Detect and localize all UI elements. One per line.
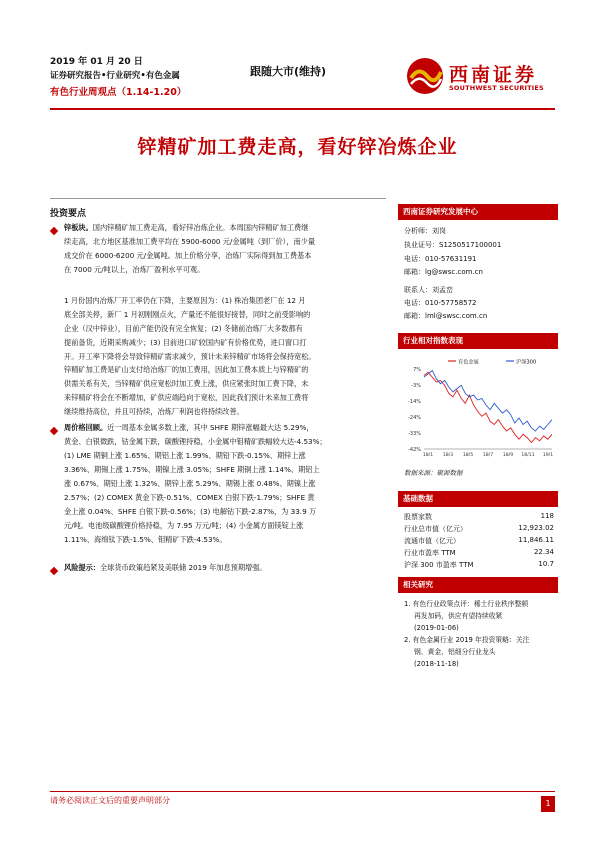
fundamentals-value: 22.34 xyxy=(533,548,554,556)
x-tick-label: 18/5 xyxy=(462,453,474,458)
p4-line: 黄金、白银微跌，钴金属下跌，碳酸锂持稳，小金属中钼精矿跌幅较大达-4.53%； xyxy=(64,437,327,446)
research-center-heading: 西南证券研究发展中心 xyxy=(398,204,558,220)
relative-index-chart xyxy=(398,355,558,465)
fundamentals-label: 沪深 300 市盈率 TTM xyxy=(404,561,474,569)
report-title: 锌精矿加工费走高，看好锌冶炼企业 xyxy=(137,136,458,158)
risk-warning-paragraph xyxy=(64,561,386,575)
contact-phone: 电话：010-57758572 xyxy=(404,299,477,307)
weekly-view-title: 有色行业周观点（1.14-1.20） xyxy=(50,87,187,98)
related-research-title: 2. 有色金属行业 2019 年投资策略：关注 xyxy=(404,636,530,644)
analyst-name: 分析师：刘岗 xyxy=(404,227,446,235)
p3-line: 来锌精矿将会在不断增加，矿供应端趋向于宽松，因此我们预计未来加工费将 xyxy=(64,393,309,402)
fundamentals-label: 股票家数 xyxy=(404,513,432,521)
related-research-date: (2018-11-18) xyxy=(414,660,459,668)
rating: 跟随大市(维持) xyxy=(250,65,327,78)
related-research-heading: 相关研究 xyxy=(398,577,558,593)
y-tick-label: -14% xyxy=(408,399,421,405)
p4-line: 涨 0.67%、期铅上涨 1.32%、期锌上涨 5.29%、期锡上涨 0.48%、期镍上涨 xyxy=(64,479,316,488)
p1-line: 国内锌精矿加工费走高，看好锌冶炼企业。本周国内锌精矿加工费继 xyxy=(92,223,309,232)
price-review-paragraph xyxy=(64,421,386,547)
fundamentals-value: 10.7 xyxy=(538,560,554,568)
footer-disclaimer: 请务必阅读正文后的重要声明部分 xyxy=(50,796,170,805)
x-tick-label: 18/11 xyxy=(521,453,535,458)
p2-line: 企业（汉中锌业），目前产能仍没有完全恢复；(2) 冬储前冶炼厂大多数都有 xyxy=(64,324,303,333)
legend-label: 沪深300 xyxy=(516,359,537,366)
report-category: 证券研究报告•行业研究•有色金属 xyxy=(50,71,180,81)
page-number: 1 xyxy=(541,796,555,812)
price-review-lead: 周价格回顾。 xyxy=(64,423,108,432)
p4-line: 2.57%；(2) COMEX 黄金下跌-0.51%、COMEX 白银下跌-1.79%；SHFE 黄 xyxy=(64,493,315,502)
fundamentals-heading: 基础数据 xyxy=(398,491,558,507)
legend-label: 有色金属 xyxy=(458,359,479,366)
p3-line: 继续维持高位，并且可持续，冶炼厂利润也将持续改善。 xyxy=(64,407,244,416)
chart-source-note: 数据来源：聚源数据 xyxy=(404,469,463,477)
x-tick-label: 18/1 xyxy=(422,453,434,458)
contact-name: 联系人：刘孟峦 xyxy=(404,286,453,294)
y-tick-label: 7% xyxy=(413,367,421,373)
p5-line: 全球货币政策趋紧及美联储 2019 年加息预期增强。 xyxy=(99,563,267,572)
p3-line: 锌精矿加工费是矿山支付给冶炼厂的加工费用，因此加工费本质上与锌精矿的 xyxy=(64,365,309,374)
p4-line: (1) LME 期铜上涨 1.65%、期铝上涨 1.99%、期铅下跌-0.15%、期锌上涨 xyxy=(64,451,306,460)
bullet-icon xyxy=(50,427,58,435)
related-research-item[interactable] xyxy=(404,598,556,634)
fundamentals-row xyxy=(404,536,554,546)
related-research-date: (2019-01-06) xyxy=(414,624,459,632)
fundamentals-label: 行业市盈率 TTM xyxy=(404,549,456,557)
y-tick-label: -33% xyxy=(408,431,421,437)
related-research-title: 钢、黄金、铝细分行业龙头 xyxy=(414,648,496,656)
x-tick-label: 18/3 xyxy=(442,453,454,458)
fundamentals-value: 118 xyxy=(540,512,554,520)
logo-mark-icon xyxy=(405,56,445,96)
operating-rate-paragraph xyxy=(64,294,386,364)
processing-fee-paragraph xyxy=(64,363,386,419)
chart-svg xyxy=(398,355,558,465)
analyst-phone: 电话：010-57631191 xyxy=(404,255,477,263)
x-tick-label: 18/9 xyxy=(502,453,514,458)
fundamentals-row xyxy=(404,512,554,522)
x-tick-label: 19/1 xyxy=(542,453,554,458)
header-rule xyxy=(50,108,555,110)
x-tick-label: 18/7 xyxy=(482,453,494,458)
contact-email[interactable]: 邮箱：lml@swsc.com.cn xyxy=(404,312,488,320)
series-line xyxy=(424,371,552,431)
p4-line: 金上涨 0.04%、SHFE 白银下跌-0.56%；(3) 电解钴下跌-2.87%，为 33.9 万 xyxy=(64,507,317,516)
fundamentals-label: 行业总市值（亿元） xyxy=(404,525,467,533)
report-date: 2019 年 01 月 20 日 xyxy=(50,57,143,67)
related-research-title: 再发加码，供应有望持续收紧 xyxy=(414,612,503,620)
p2-line: 底全部关停，新厂 1 月初刚刚点火，产量还不能很好接替，同时之前受影响的 xyxy=(64,310,311,319)
p1-line: 续走高，北方地区基准加工费平均在 5900-6000 元/金属吨（到厂价），南少量 xyxy=(64,237,316,246)
logo-english-name: SOUTHWEST SECURITIES xyxy=(449,84,544,92)
p2-line: 提前备货，近期采购减少；(3) 目前进口矿较国内矿有价格优势，进口窗口打 xyxy=(64,338,307,347)
fundamentals-value: 12,923.02 xyxy=(518,524,554,532)
fundamentals-row xyxy=(404,560,554,570)
p1-line: 成交价在 6000-6200 元/金属吨。加上价格分享，冶炼厂实际得到加工费基本 xyxy=(64,251,312,260)
p4-line: 3.36%、期锡上涨 1.75%、期镍上涨 3.05%；SHFE 期铜上涨 1.14%、期铝上 xyxy=(64,465,320,474)
footer-rule xyxy=(50,791,555,792)
related-research-title: 1. 有色行业政策点评：稀土行业秩序整顿 xyxy=(404,600,529,608)
fundamentals-row xyxy=(404,548,554,558)
zinc-sector-lead: 锌板块。 xyxy=(64,223,93,232)
analyst-license: 执业证号：S1250517100001 xyxy=(404,241,502,249)
risk-warning-lead: 风险提示： xyxy=(64,563,100,572)
y-tick-label: -3% xyxy=(411,383,421,389)
company-logo xyxy=(405,56,555,101)
bullet-icon xyxy=(50,227,58,235)
p1-line: 在 7000 元/吨以上，冶炼厂盈利水平可观。 xyxy=(64,265,205,274)
y-tick-label: -24% xyxy=(408,415,421,421)
fundamentals-value: 11,846.11 xyxy=(518,536,554,544)
investment-highlights-heading: 投资要点 xyxy=(50,209,87,219)
p3-line: 供需关系有关，当锌精矿供应宽松时加工费上涨，供应紧张时加工费下降，未 xyxy=(64,379,309,388)
analyst-email[interactable]: 邮箱：lg@swsc.com.cn xyxy=(404,268,483,276)
p4-line: 1.11%、海绵钛下跌-1.5%、钼精矿下跌-4.53%。 xyxy=(64,535,227,544)
related-research-item[interactable] xyxy=(404,634,556,670)
p2-line: 开。开工率下降将会导致锌精矿需求减少，预计未来锌精矿市场将会保持宽松。 xyxy=(64,352,316,361)
p4-line: 近一周基本金属多数上涨，其中 SHFE 期锌涨幅最大达 5.29%， xyxy=(107,423,314,432)
fundamentals-label: 流通市值（亿元） xyxy=(404,537,460,545)
y-tick-label: -42% xyxy=(408,447,421,453)
p2-line: 1 月份国内冶炼厂开工率仍在下降，主要原因为：(1) 株冶集团老厂在 12 月 xyxy=(64,296,306,305)
fundamentals-row xyxy=(404,524,554,534)
zinc-sector-paragraph xyxy=(64,221,386,277)
bullet-icon xyxy=(50,567,58,575)
logo-chinese-name: 西南证券 xyxy=(449,64,538,86)
section-rule xyxy=(50,198,386,199)
p4-line: 元/吨。电池级碳酸锂价格持稳，为 7.95 万元/吨；(4) 小金属方面镁锭上涨 xyxy=(64,521,304,530)
relative-index-heading: 行业相对指数表现 xyxy=(398,333,558,349)
